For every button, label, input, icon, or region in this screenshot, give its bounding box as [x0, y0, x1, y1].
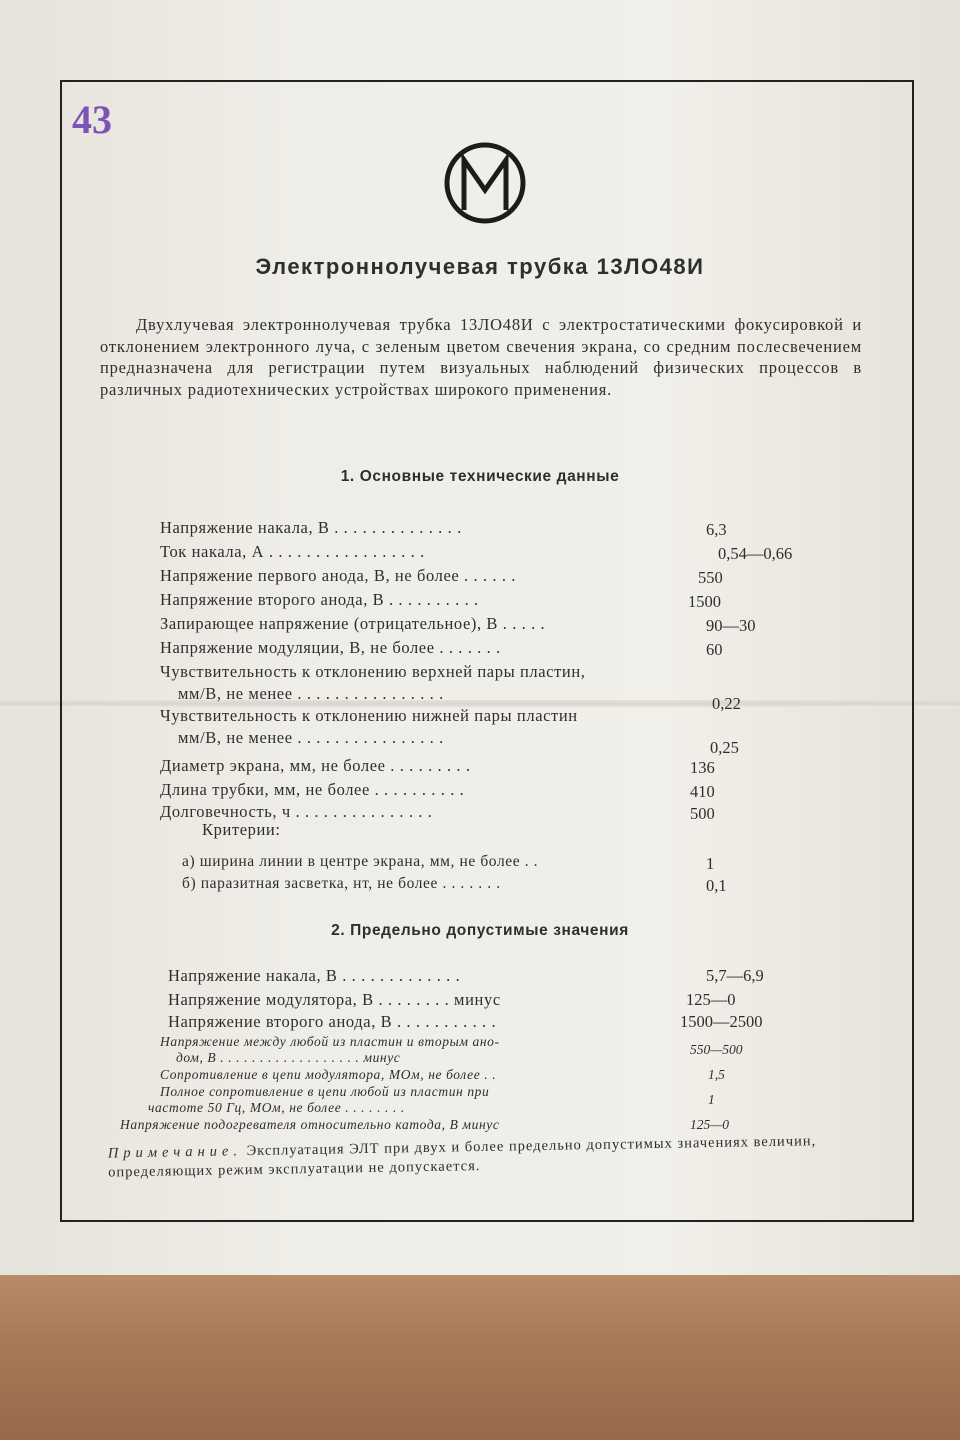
spec-value: 500 — [690, 804, 715, 823]
page-number-stamp: 43 — [72, 97, 112, 142]
spec-label: Ток накала, А . . . . . . . . . . . . . . . . . — [160, 542, 425, 561]
spec-value: 90—30 — [706, 616, 756, 635]
spec-value: 60 — [706, 640, 723, 659]
limit-label-continued: частоте 50 Гц, МОм, не более . . . . . . . . — [148, 1100, 405, 1115]
spec-value: 550 — [698, 568, 723, 587]
limit-label: Напряжение модулятора, В . . . . . . . . минус — [168, 990, 501, 1009]
spec-label: Напряжение накала, В . . . . . . . . . . . . . . — [160, 518, 462, 537]
section-2-heading: 2. Предельно допустимые значения — [331, 922, 629, 939]
limit-label: Напряжение подогревателя относительно катода, В минус — [120, 1117, 500, 1132]
spec-value: 6,3 — [706, 520, 727, 539]
spec-value: 1500 — [688, 592, 721, 611]
limit-value: 1500—2500 — [680, 1012, 763, 1031]
document-title: Электроннолучевая трубка 13ЛО48И — [255, 254, 705, 279]
limit-value: 550—500 — [690, 1042, 743, 1057]
spec-label-continued: мм/В, не менее . . . . . . . . . . . . . . . . — [178, 728, 444, 747]
limit-label-continued: дом, В . . . . . . . . . . . . . . . . . . минус — [176, 1050, 401, 1065]
spec-label: Напряжение второго анода, В . . . . . . . . . . — [160, 590, 479, 609]
spec-label: Запирающее напряжение (отрицательное), В . . . . . — [160, 614, 546, 633]
spec-label: Напряжение модуляции, В, не более . . . . . . . — [160, 638, 501, 657]
criteria-item: б) паразитная засветка, нт, не более . . . . . . . — [182, 875, 501, 892]
spec-label: Длина трубки, мм, не более . . . . . . . . . . — [160, 780, 465, 799]
spec-value: 0,22 — [712, 694, 741, 713]
note-prefix: Примечание. — [107, 1143, 243, 1162]
limit-value: 5,7—6,9 — [706, 966, 764, 985]
criteria-value: 1 — [706, 854, 715, 873]
spec-value: 0,54—0,66 — [718, 544, 793, 563]
spec-label: Чувствительность к отклонению верхней пары пластин, — [160, 662, 586, 681]
spec-label: Чувствительность к отклонению нижней пары пластин — [160, 706, 578, 725]
spec-label: Долговечность, ч . . . . . . . . . . . . . . . — [160, 802, 433, 821]
table-surface — [0, 1265, 960, 1440]
spec-label: Диаметр экрана, мм, не более . . . . . . . . . — [160, 756, 471, 775]
limit-label: Напряжение накала, В . . . . . . . . . . . . . — [168, 966, 461, 985]
criteria-label: Критерии: — [202, 820, 281, 839]
limit-value: 125—0 — [690, 1117, 730, 1132]
spec-value: 136 — [690, 758, 715, 777]
limit-value: 1 — [708, 1092, 715, 1107]
note-text: Эксплуатация ЭЛТ при двух и более предельно допустимых значениях величин, определяющих режим эксплуатации не допускается. — [108, 1133, 817, 1181]
manufacturer-logo-icon — [442, 140, 528, 226]
limit-label: Сопротивление в цепи модулятора, МОм, не более . . — [160, 1067, 497, 1082]
criteria-value: 0,1 — [706, 876, 727, 895]
limit-label: Напряжение между любой из пластин и вторым ано- — [160, 1034, 500, 1049]
limit-label: Полное сопротивление в цепи любой из пластин при — [160, 1084, 490, 1099]
spec-value: 0,25 — [710, 738, 739, 757]
criteria-item: а) ширина линии в центре экрана, мм, не более . . — [182, 853, 539, 870]
spec-label-continued: мм/В, не менее . . . . . . . . . . . . . . . . — [178, 684, 444, 703]
intro-paragraph: Двухлучевая электроннолучевая трубка 13ЛО48И с электростатическими фокусировкой и отклонением электронного луча, с зеленым цветом свечения экрана, со средним послесвечением предназначена для регистрации путем визуальных наблюдений физических процессов в различных радиотехнических устройствах широкого применения. — [100, 315, 862, 399]
limit-value: 1,5 — [708, 1067, 725, 1082]
section-1-heading: 1. Основные технические данные — [340, 468, 620, 485]
spec-value: 410 — [690, 782, 715, 801]
limit-label: Напряжение второго анода, В . . . . . . . . . . . — [168, 1012, 497, 1031]
limit-value: 125—0 — [686, 990, 736, 1009]
spec-label: Напряжение первого анода, В, не более . . . . . . — [160, 566, 517, 585]
